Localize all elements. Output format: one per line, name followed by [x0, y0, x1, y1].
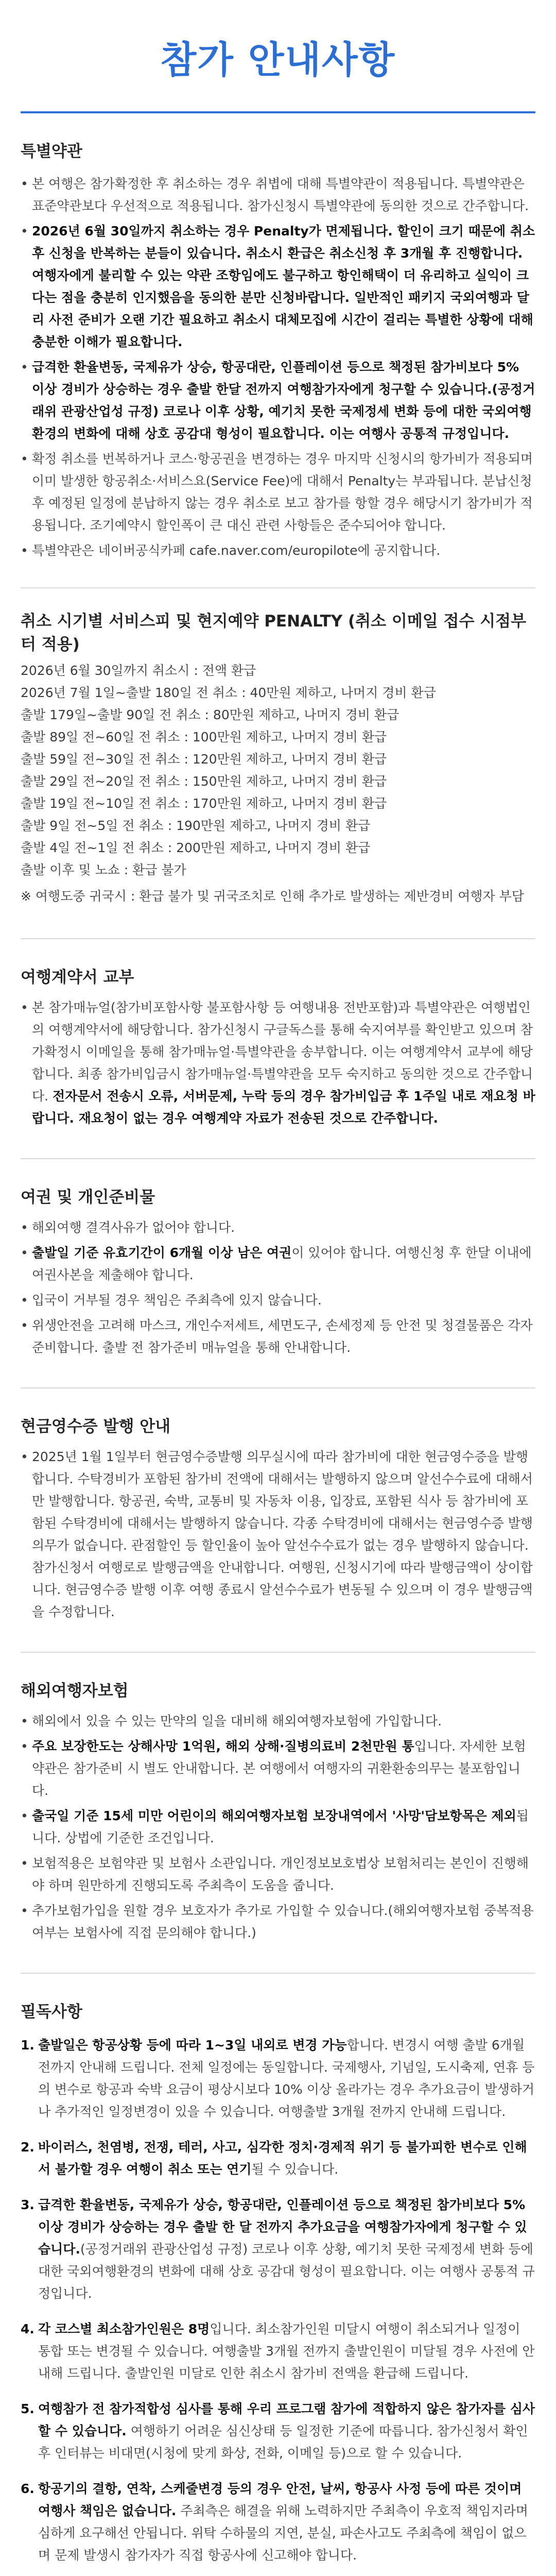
- list-item: 출발 4일 전~1일 전 취소 : 200만원 제하고, 나머지 경비 환급: [21, 840, 371, 855]
- list-item: 3. 급격한 환율변동, 국제유가 상승, 항공대란, 인플레이션 등으로 책정된 참가비보다 5% 이상 경비가 상승하는 경우 출발 한 달 전까지 추가요금을 여행참가자에게 청구할 수 있습니다.(공정거래위 관광산업성 규정) 코로나 이후 상황, 예기치 못한 국제정세 변화 등에 대한 국외여행환경의 변화에 대해 상호 공감대 형성이 필요합니다. 이는 여행사 공통적 규정입니다.: [21, 2197, 535, 2301]
- passport-section: [21, 1159, 535, 1388]
- list-item: • 추가보험가입을 원할 경우 보호자가 추가로 가입할 수 있습니다.(해외여행자보험 중복적용 여부는 보험사에 직접 문의해야 합니다.): [21, 1900, 535, 1944]
- list-item: • 해외여행 결격사유가 없어야 합니다.: [21, 1216, 535, 1239]
- list-item: • 출국일 기준 15세 미만 어린이의 해외여행자보험 보장내역에서 '사망'담보항목은 제외됩니다. 상법에 기준한 조건입니다.: [21, 1805, 535, 1849]
- list-item: 출발 29일 전~20일 전 취소 : 150만원 제하고, 나머지 경비 환급: [21, 774, 387, 789]
- list-item: • 2026년 6월 30일까지 취소하는 경우 Penalty가 면제됩니다. 할인이 크기 때문에 취소 후 신청을 반복하는 분들이 있습니다. 취소시 환급은 취소신청 후 3개월 후 진행합니다. 여행자에게 불리할 수 있는 약관 조항임에도 불구하고 항인해택이 더 유리하고 실익이 크다는 점을 충분히 인지했음을 동의한 분만 신청바랍니다. 일반적인 패키지 국외여행과 달리 사전 준비가 오랜 기간 필요하고 취소시 대체모집에 시간이 걸리는 특별한 상황에 대해 충분한 이해가 필요합니다.: [21, 220, 535, 353]
- must-read-section: [21, 1974, 535, 2576]
- section-heading: 현금영수증 발행 안내: [21, 1417, 171, 1436]
- travel-insurance-section: [21, 1653, 535, 1974]
- list-item: • 위생안전을 고려해 마스크, 개인수저세트, 세면도구, 손세정제 등 안전 및 청결물품은 각자 준비합니다. 출발 전 참가준비 매뉴얼을 통해 안내합니다.: [21, 1314, 535, 1359]
- list-item: • 특별약관은 네이버공식카페 cafe.naver.com/europilote에 공지합니다.: [21, 539, 535, 562]
- penalty-list: [21, 659, 535, 881]
- list-item: 2. 바이러스, 천염병, 전쟁, 테러, 사고, 심각한 정치·경제적 위기 등 불가피한 변수로 인해서 불가할 경우 여행이 취소 또는 연기될 수 있습니다.: [21, 2140, 527, 2177]
- bullet-list: [21, 1446, 535, 1652]
- section-heading: 취소 시기별 서비스피 및 현지예약 PENALTY (취소 이메일 접수 시점부터 적용): [21, 612, 527, 654]
- numbered-list: [21, 2034, 535, 2576]
- list-item: • 확정 취소를 번복하거나 코스·항공권을 변경하는 경우 마지막 신청시의 항가비가 적용되며 이미 발생한 항공취소·서비스요(Service Fee)에 대해서 Penalty는 부과됩니다. 분납신청 후 예정된 일정에 분납하지 않는 경우 취소로 보고 참가를 항할 경우 해당시기 참가비가 적용됩니다. 조기예약시 할인폭이 큰 대신 관련 사항들은 준수되어야 합니다.: [21, 448, 535, 536]
- list-item: 2026년 7월 1일~출발 180일 전 취소 : 40만원 제하고, 나머지 경비 환급: [21, 685, 436, 700]
- list-item: 6. 항공기의 결항, 연착, 스케줄변경 등의 경우 안전, 날씨, 항공사 사정 등에 따른 것이며 여행사 책임은 없습니다. 주최측은 해결을 위해 노력하지만 주최측이 우호적 책임지라며 심하게 요구해선 안됩니다. 위탁 수하물의 지연, 분실, 파손사고도 주최측에 책임이 없으며 문제 발생시 참가자가 직접 항공사에 신고해야 합니다.: [21, 2481, 528, 2563]
- section-heading: 해외여행자보험: [21, 1682, 129, 1700]
- list-item: 출발 9일 전~5일 전 취소 : 190만원 제하고, 나머지 경비 환급: [21, 818, 371, 833]
- list-item: • 급격한 환율변동, 국제유가 상승, 항공대란, 인플레이션 등으로 책정된 참가비보다 5% 이상 경비가 상승하는 경우 출발 한달 전까지 여행참가자에게 청구할 수 있습니다.(공정거래위 관광산업성 규정) 코로나 이후 상황, 예기치 못한 국제정세 변화 등에 대한 국외여행환경의 변화에 대해 상호 공감대 형성이 필요합니다. 이는 여행사 공통적 규정입니다.: [21, 356, 535, 445]
- list-item: • 2025년 1월 1일부터 현금영수증발행 의무실시에 따라 참가비에 대한 현금영수증을 발행합니다. 수탁경비가 포함된 참가비 전액에 대해서는 발행하지 않으며 알선수수료에 대해서만 발행합니다. 항공권, 숙박, 교통비 및 자동차 이용, 입장료, 포함된 식사 등 참가비에 포함된 수탁경비에 대해서는 발행하지 않습니다. 각종 수탁경비에 대해서는 현금영수증 발행 의무가 없습니다. 관점할인 등 할인율이 높아 알선수수료가 없는 경우 발행하지 않습니다. 참가신청서 여행로로 발행금액을 안내합니다. 여행원, 신청시기에 따라 발행금액이 상이합니다. 현금영수증 발행 이후 여행 종료시 알선수수료가 변동될 수 있으며 이 경우 발행금액을 수정합니다.: [21, 1446, 535, 1623]
- special-terms-section: [21, 113, 535, 588]
- section-heading: 여행계약서 교부: [21, 968, 134, 987]
- list-item: • 보험적용은 보험약관 및 보험사 소관입니다. 개인정보보호법상 보험처리는 본인이 진행해야 하며 원만하게 진행되도록 주최측이 도움을 줍니다.: [21, 1852, 535, 1896]
- list-item: 출발 59일 전~30일 전 취소 : 120만원 제하고, 나머지 경비 환급: [21, 752, 387, 767]
- page-title: 참가 안내사항: [160, 38, 396, 81]
- bullet-list: [21, 1216, 535, 1387]
- header: [0, 0, 556, 113]
- list-item: • 본 참가매뉴얼(참가비포함사항 불포함사항 등 여행내용 전반포함)과 특별약관은 여행법인의 여행계약서에 해당합니다. 참가신청시 구글독스를 통해 숙지여부를 확인받고 있으며 참가확정시 이메일을 통해 참가매뉴얼·특별약관을 송부합니다. 이는 여행계약서 교부에 해당합니다. 최종 참가비입금시 참가매뉴얼·특별약관을 모두 숙지하고 동의한 것으로 간주합니다. 전자문서 전송시 오류, 서버문제, 누락 등의 경우 참가비입금 후 1주일 내로 재요청 바랍니다. 재요청이 없는 경우 여행계약 자료가 전송된 것으로 간주합니다.: [21, 996, 535, 1129]
- bullet-list: [21, 1710, 535, 1973]
- bullet-list: [21, 173, 535, 587]
- section-heading: 여권 및 개인준비물: [21, 1188, 155, 1207]
- list-item: 2026년 6월 30일까지 취소시 : 전액 환급: [21, 663, 256, 678]
- list-item: • 본 여행은 참가확정한 후 취소하는 경우 취볍에 대해 특별약관이 적용됩니다. 특별약관은 표준약관보다 우선적으로 적용됩니다. 참가신청시 특별약관에 동의한 것으로 간주합니다.: [21, 173, 535, 217]
- list-item: 출발 이후 및 노쇼 : 환급 불가: [21, 862, 186, 877]
- list-item: • 해외에서 있을 수 있는 만약의 일을 대비해 해외여행자보험에 가입합니다.: [21, 1710, 535, 1732]
- contract-section: [21, 939, 535, 1159]
- list-item: • 출발일 기준 유효기간이 6개월 이상 남은 여권이 있어야 합니다. 여행신청 후 한달 이내에 여권사본을 제출해야 합니다.: [21, 1242, 535, 1286]
- list-item: • 주요 보장한도는 상해사망 1억원, 해외 상해·질병의료비 2천만원 통입니다. 자세한 보험약관은 참가준비 시 별도 안내합니다. 본 여행에서 여행자의 귀환환송의무는 불포함입니다.: [21, 1735, 535, 1802]
- bullet-list: [21, 996, 535, 1158]
- section-heading: 필독사항: [21, 2003, 82, 2021]
- list-item: 4. 각 코스별 최소참가인원은 8명입니다. 최소참가인원 미달시 여행이 취소되거나 일정이 통합 또는 변경될 수 있습니다. 여행출발 3개월 전까지 출발인원이 미달될 경우 사전에 안내해 드립니다. 출발인원 미달로 인한 취소시 참가비 전액을 환급해 드립니다.: [21, 2321, 535, 2381]
- list-item: 출발 89일 전~60일 전 취소 : 100만원 제하고, 나머지 경비 환급: [21, 730, 387, 744]
- cancel-penalty-section: [21, 588, 535, 939]
- list-item: 출발 19일 전~10일 전 취소 : 170만원 제하고, 나머지 경비 환급: [21, 796, 387, 811]
- cash-receipt-section: [21, 1388, 535, 1653]
- list-item: 출발 179일~출발 90일 전 취소 : 80만원 제하고, 나머지 경비 환급: [21, 707, 399, 722]
- list-item: • 입국이 거부될 경우 책임은 주최측에 있지 않습니다.: [21, 1289, 535, 1311]
- section-heading: 특별약관: [21, 142, 82, 161]
- list-item: 1. 출발일은 항공상황 등에 따라 1~3일 내외로 변경 가능합니다. 변경시 여행 출발 6개월 전까지 안내해 드립니다. 전체 일정에는 동일합니다. 국제행사, 기념일, 도시축제, 연휴 등의 변수로 항공과 숙박 요금이 평상시보다 10% 이상 올라가는 경우 추가요금이 발생하거나 추가적인 일정변경이 있을 수 있습니다. 여행출발 3개월 전까지 안내해 드립니다.: [21, 2038, 535, 2119]
- list-item: 5. 여행참가 전 참가적합성 심사를 통해 우리 프로그램 참가에 적합하지 않은 참가자를 심사할 수 있습니다. 여행하기 어려운 심신상태 등 일정한 기준에 따릅니다. 참가신청서 확인 후 인터뷰는 비대면(시청에 맞게 화상, 전화, 이메일 등)으로 할 수 있습니다.: [21, 2401, 535, 2461]
- cancel-note: ※ 여행도중 귀국시 : 환급 불가 및 귀국조치로 인해 추가로 발생하는 제반경비 여행자 부담: [21, 889, 524, 904]
